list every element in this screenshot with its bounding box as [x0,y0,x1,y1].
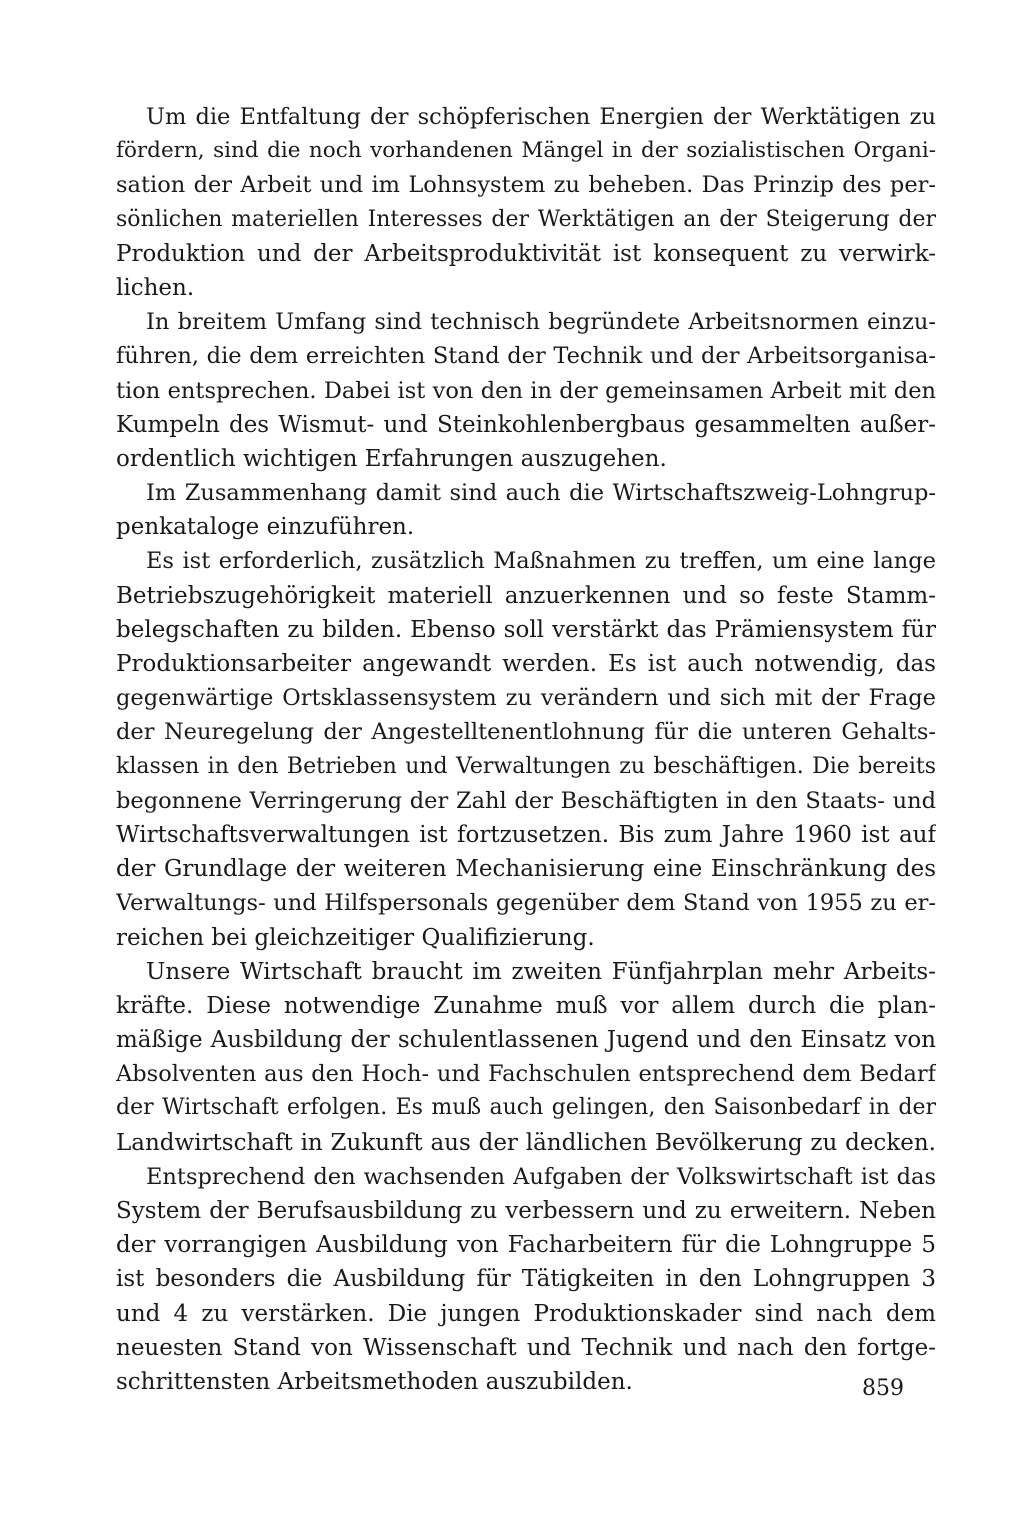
text-line: belegschaften zu bilden. Ebenso soll verstärkt das Prämiensystem für [116,616,936,643]
text-line: Absolventen aus den Hoch- und Fachschulen entsprechend dem Bedarf [116,1061,936,1088]
text-line: Unsere Wirtschaft braucht im zweiten Fünfjahrplan mehr Arbeits- [146,958,936,985]
text-line: der Wirtschaft erfolgen. Es muß auch gelingen, den Saisonbedarf in der [116,1095,936,1121]
body-text [116,100,936,1399]
text-line: reichen bei gleichzeitiger Qualifizierung. [116,924,595,951]
text-line: Produktion und der Arbeitsproduktivität ist konsequent zu verwirk- [116,240,936,267]
text-line: der Grundlage der weiteren Mechanisierung eine Einschränkung des [116,856,936,883]
text-line: tion entsprechen. Dabei ist von den in der gemeinsamen Arbeit mit den [116,377,936,404]
text-line: Um die Entfaltung der schöpferischen Energien der Werktätigen zu [146,104,936,130]
text-line: fördern, sind die noch vorhandenen Mängel in der sozialistischen Organi- [116,138,936,164]
text-line: mäßige Ausbildung der schulentlassenen Jugend und den Einsatz von [116,1027,936,1054]
text-line: sation der Arbeit und im Lohnsystem zu beheben. Das Prinzip des per- [116,172,936,199]
text-line: schrittensten Arbeitsmethoden auszubilden. [116,1368,633,1395]
text-line: Entsprechend den wachsenden Aufgaben der Volkswirtschaft ist das [146,1163,936,1190]
text-line: Produktionsarbeiter angewandt werden. Es ist auch notwendig, das [116,651,936,677]
text-line: begonnene Verringerung der Zahl der Beschäftigten in den Staats- und [116,787,936,814]
text-line: führen, die dem erreichten Stand der Technik und der Arbeitsorganisa- [116,343,936,370]
text-line: neuesten Stand von Wissenschaft und Technik und nach den fortge- [116,1334,936,1361]
text-line: der Neuregelung der Angestelltenentlohnung für die unteren Gehalts- [116,719,936,746]
text-line: lichen. [116,274,195,301]
text-line: In breitem Umfang sind technisch begründete Arbeitsnormen einzu- [146,309,936,336]
text-line: Wirtschaftsverwaltungen ist fortzusetzen. Bis zum Jahre 1960 ist auf [116,821,936,848]
text-line: gegenwärtige Ortsklassensystem zu verändern und sich mit der Frage [116,685,936,712]
text-line: ist besonders die Ausbildung für Tätigkeiten in den Lohngruppen 3 [116,1266,936,1293]
page-number: 859 [862,1376,904,1401]
text-line: und 4 zu verstärken. Die jungen Produktionskader sind nach dem [116,1300,936,1327]
text-line: Kumpeln des Wismut- und Steinkohlenbergbaus gesammelten außer- [116,411,936,438]
text-line: ordentlich wichtigen Erfahrungen auszugehen. [116,445,667,472]
text-line: Es ist erforderlich, zusätzlich Maßnahmen zu treffen, um eine lange [146,548,936,575]
text-line: Landwirtschaft in Zukunft aus der ländlichen Bevölkerung zu decken. [116,1129,936,1156]
text-line: Im Zusammenhang damit sind auch die Wirtschaftszweig-Lohngrup- [146,480,936,507]
text-line: kräfte. Diese notwendige Zunahme muß vor allem durch die plan- [116,992,936,1019]
text-line: sönlichen materiellen Interesses der Werktätigen an der Steigerung der [116,206,936,232]
text-line: Betriebszugehörigkeit materiell anzuerkennen und so feste Stamm- [116,582,936,609]
text-line: klassen in den Betrieben und Verwaltungen zu beschäftigen. Die bereits [116,753,936,779]
text-line: System der Berufsausbildung zu verbessern und zu erweitern. Neben [116,1198,936,1224]
text-line: Verwaltungs- und Hilfspersonals gegenüber dem Stand von 1955 zu er- [116,890,936,917]
text-line: penkataloge einzuführen. [116,514,415,541]
text-line: der vorrangigen Ausbildung von Facharbeitern für die Lohngruppe 5 [116,1232,936,1259]
